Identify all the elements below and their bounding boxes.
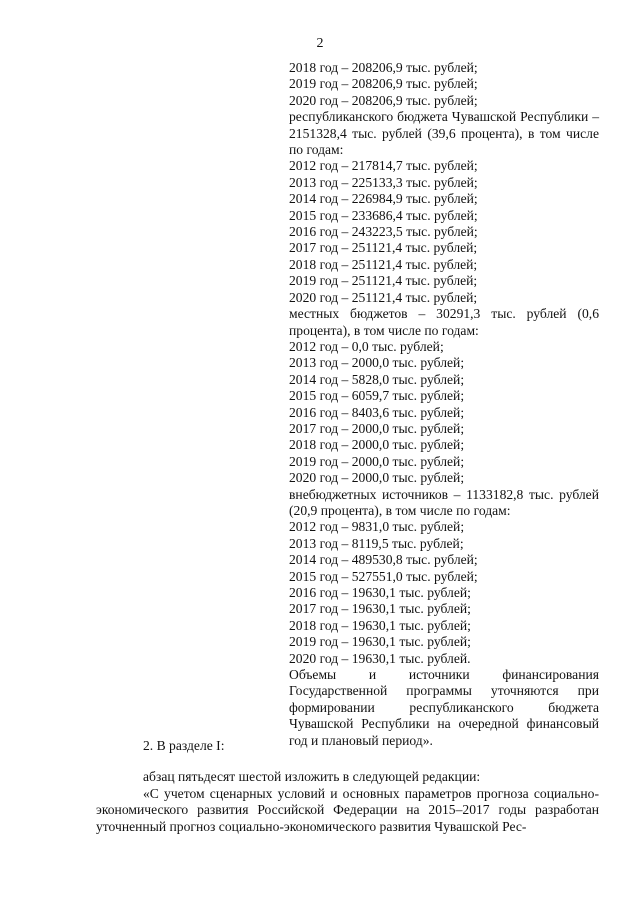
list-item: 2020 год – 19630,1 тыс. рублей. [289,650,471,666]
list-item: 2013 год – 8119,5 тыс. рублей; [289,535,464,551]
list-item: 2020 год – 2000,0 тыс. рублей; [289,470,465,486]
page-number: 2 [316,36,324,51]
list-item: 2013 год – 2000,0 тыс. рублей; [289,355,465,371]
list-item: 2015 год – 233686,4 тыс. рублей; [289,207,478,223]
list-item: 2017 год – 251121,4 тыс. рублей; [289,240,478,256]
local-budgets-intro: местных бюджетов – 30291,3 тыс. рублей (0,6 процента), в том числе по годам: [289,306,599,338]
list-item: 2012 год – 0,0 тыс. рублей; [289,338,444,354]
list-item: 2019 год – 208206,9 тыс. рублей; [289,76,478,92]
republican-budget-intro: республиканского бюджета Чувашской Республики – 2151328,4 тыс. рублей (39,6 процента), в том числе по годам: [289,109,599,158]
main-text [96,738,599,835]
list-item: 2013 год – 225133,3 тыс. рублей; [289,174,478,190]
list-item: 2017 год – 19630,1 тыс. рублей; [289,601,471,617]
list-item: 2018 год – 208206,9 тыс. рублей; [289,60,478,75]
quote-paragraph: «С учетом сценарных условий и основных параметров прогноза социально-экономического развития Российской Федерации на 2015–2017 годы разработан уточненный прогноз социально-экономического развития Чувашской Рес- [96,785,599,834]
list-item: 2014 год – 5828,0 тыс. рублей; [289,371,465,387]
list-item: 2015 год – 527551,0 тыс. рублей; [289,568,478,584]
funding-column [289,60,599,749]
list-item: 2015 год – 6059,7 тыс. рублей; [289,388,465,404]
instruction-paragraph: абзац пятьдесят шестой изложить в следующей редакции: [143,769,481,785]
list-item: 2017 год – 2000,0 тыс. рублей; [289,420,465,436]
closing-paragraph: Объемы и источники финансирования Государственной программы уточняются при формировании республиканского бюджета Чувашской Республики на очередной финансовый год и плановый период». [289,667,599,748]
list-item: 2019 год – 2000,0 тыс. рублей; [289,453,465,469]
list-item: 2016 год – 243223,5 тыс. рублей; [289,224,478,240]
extrabudgetary-intro: внебюджетных источников – 1133182,8 тыс. рублей (20,9 процента), в том числе по годам: [289,486,599,518]
list-item: 2020 год – 251121,4 тыс. рублей; [289,289,478,305]
list-item: 2014 год – 226984,9 тыс. рублей; [289,191,478,207]
list-item: 2019 год – 251121,4 тыс. рублей; [289,273,478,289]
section-heading: 2. В разделе I: [143,738,225,753]
list-item: 2016 год – 19630,1 тыс. рублей; [289,585,471,600]
list-item: 2014 год – 489530,8 тыс. рублей; [289,552,478,568]
list-item: 2018 год – 2000,0 тыс. рублей; [289,437,465,453]
list-item: 2018 год – 19630,1 тыс. рублей; [289,617,471,633]
list-item: 2016 год – 8403,6 тыс. рублей; [289,404,465,420]
list-item: 2018 год – 251121,4 тыс. рублей; [289,256,478,272]
list-item: 2019 год – 19630,1 тыс. рублей; [289,634,471,650]
list-item: 2012 год – 9831,0 тыс. рублей; [289,519,465,535]
list-item: 2012 год – 217814,7 тыс. рублей; [289,158,478,174]
list-item: 2020 год – 208206,9 тыс. рублей; [289,92,478,108]
